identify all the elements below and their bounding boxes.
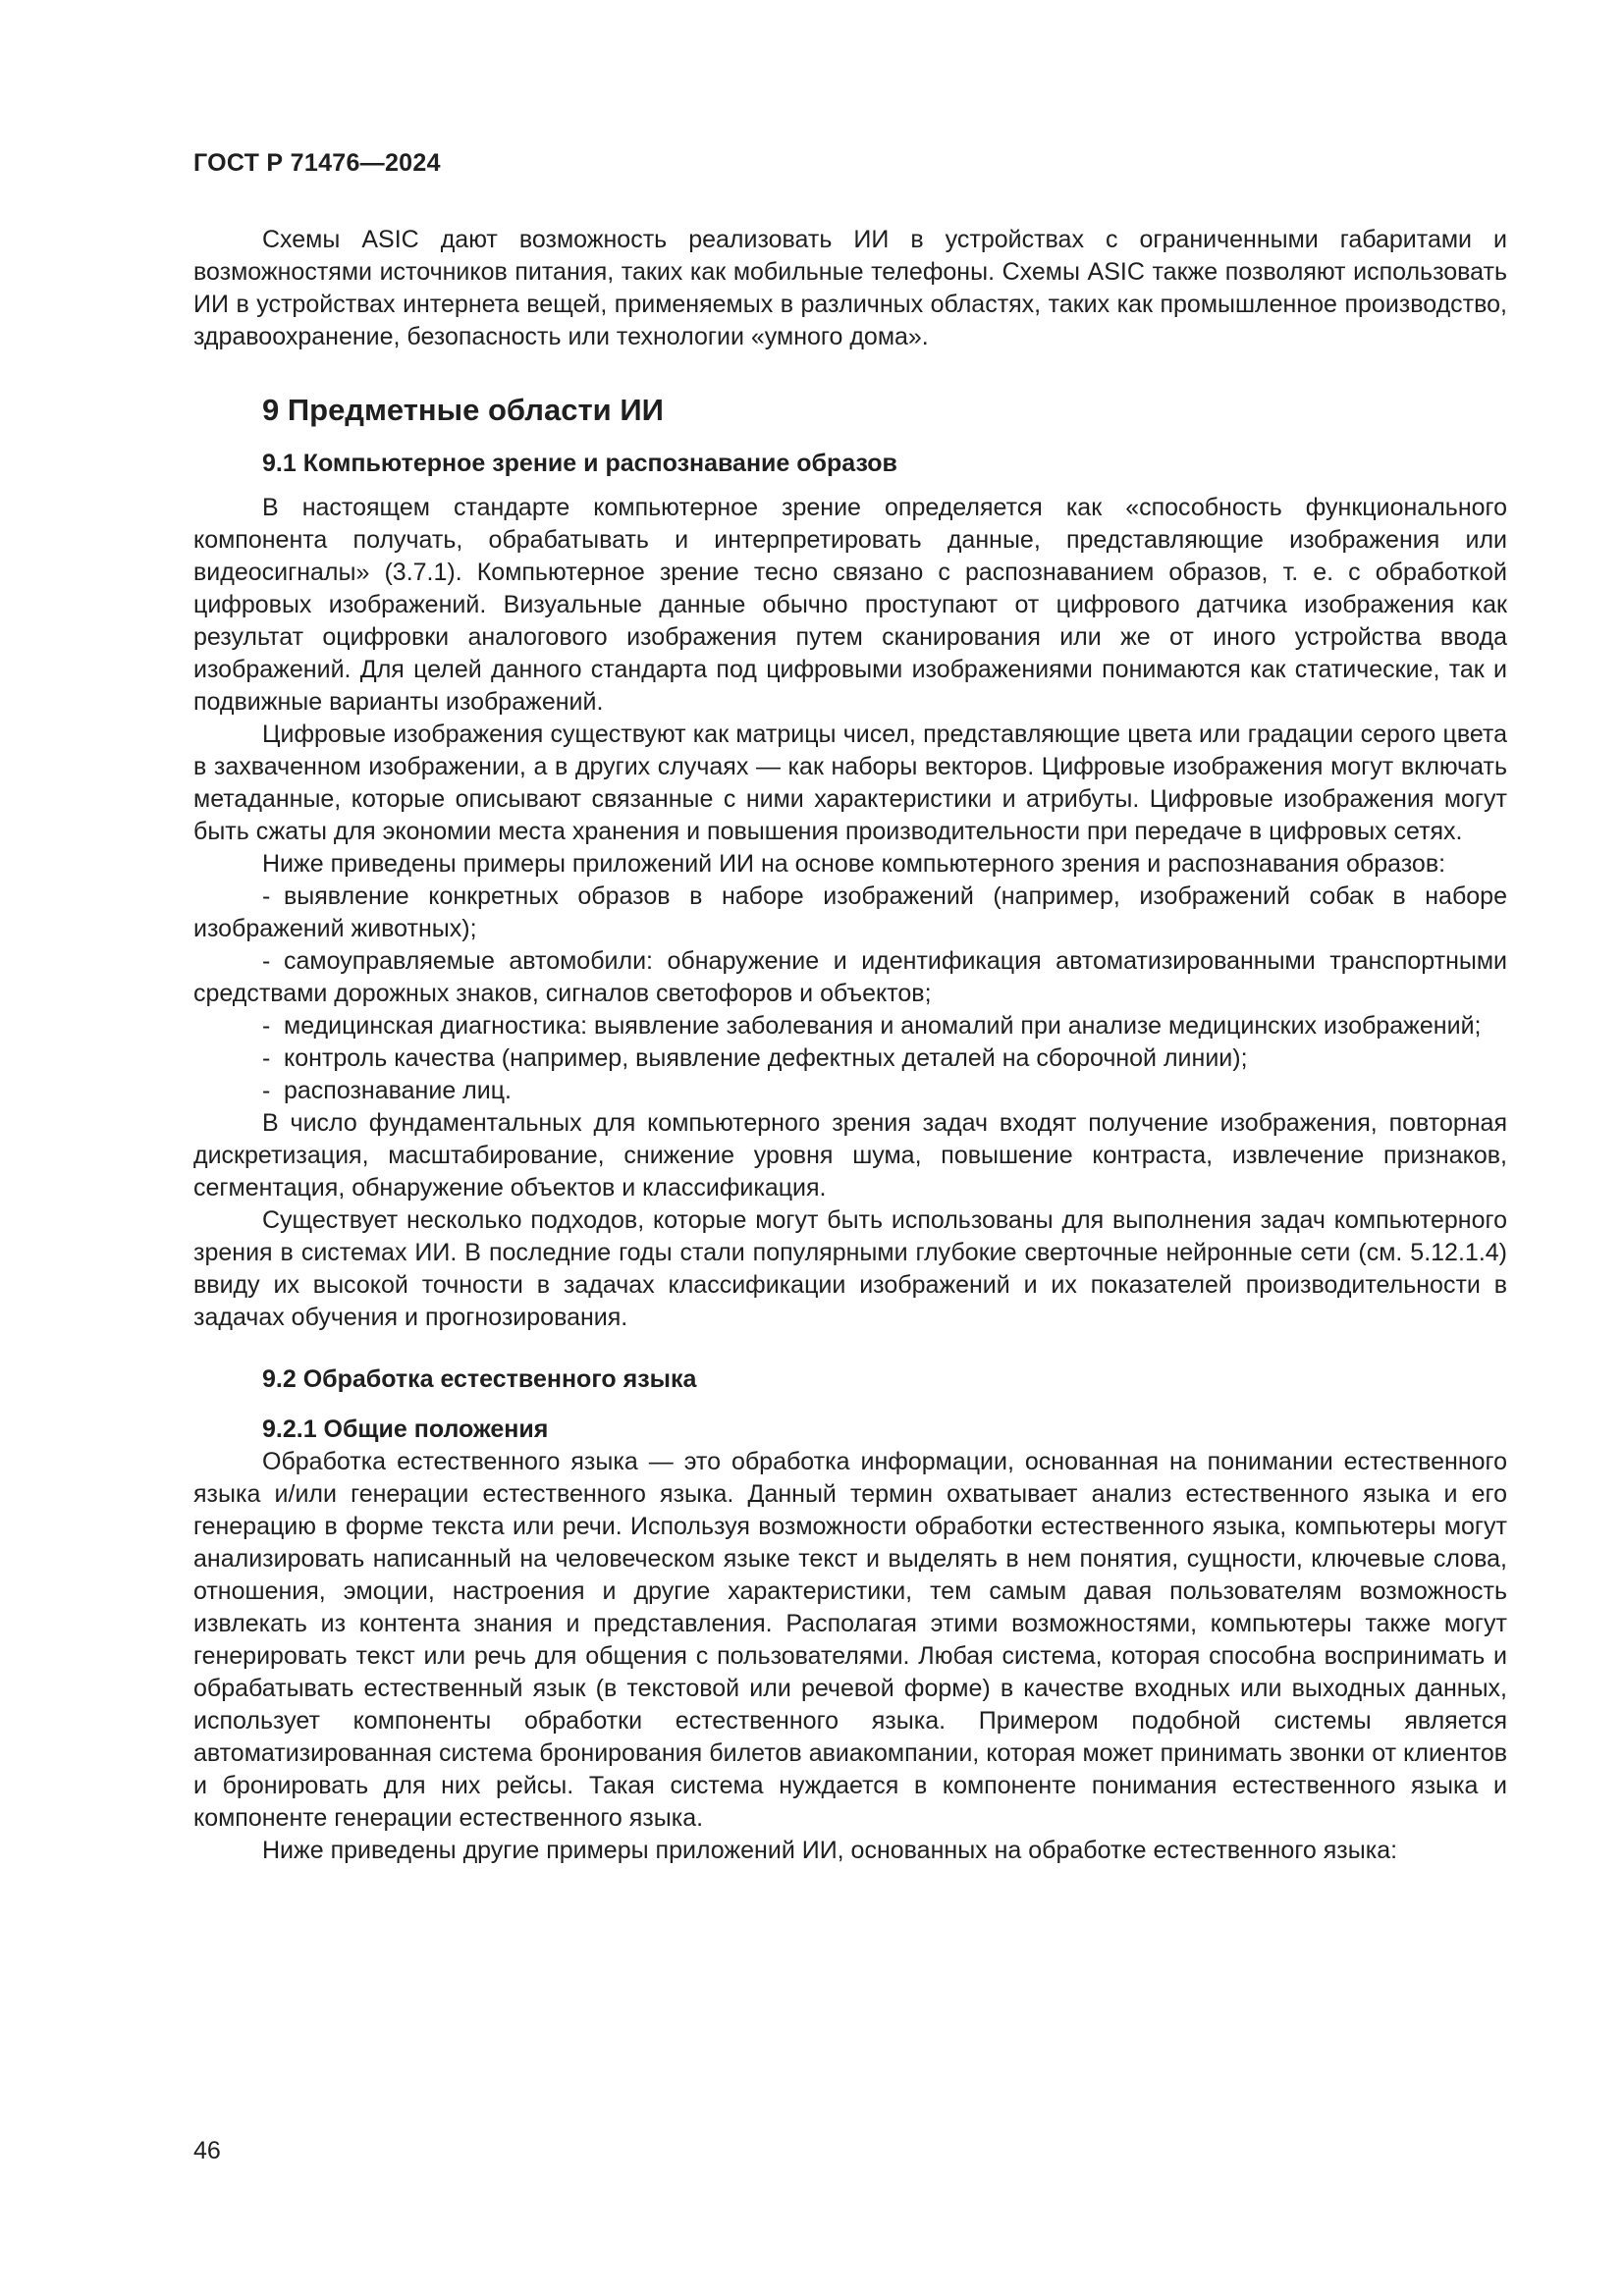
examples-list-9-1 — [193, 881, 1507, 1107]
list-dash: - — [262, 947, 271, 975]
intro-paragraph: Схемы ASIC дают возможность реализовать ИИ в устройствах с ограниченными габаритами и возможностями источников питания, таких как мобильные телефоны. Схемы ASIC также позволяют использовать ИИ в устройствах интернета вещей, применяемых в различных областях, таких как промышленное производство, здравоохранение, безопасность или технологии «умного дома». — [193, 226, 1507, 350]
list-dash: - — [262, 882, 271, 910]
page-number: 46 — [193, 2137, 221, 2164]
paragraph-9-1-digital-images: Цифровые изображения существуют как матрицы чисел, представляющие цвета или градации серого цвета в захваченном изображении, а в других случаях — как наборы векторов. Цифровые изображения могут включать метаданные, которые описывают связанные с ними характеристики и атрибуты. Цифровые изображения могут быть сжаты для экономии места хранения и повышения производительности при передаче в цифровых сетях. — [193, 721, 1507, 845]
list-item — [193, 945, 1507, 1010]
paragraph-9-1-computer-vision-definition: В настоящем стандарте компьютерное зрение определяется как «способность функционального компонента получать, обрабатывать и интерпретировать данные, представляющие изображения или видеосигналы» (3.7.1). Компьютерное зрение тесно связано с распознаванием образов, т. е. с обработкой цифровых изображений. Визуальные данные обычно проступают от цифрового датчика изображения как результат оцифровки аналогового изображения путем сканирования или же от иного устройства ввода изображений. Для целей данного стандарта под цифровыми изображениями понимаются как статические, так и подвижные варианты изображений. — [193, 494, 1507, 716]
list-item-text: контроль качества (например, выявление дефектных деталей на сборочной линии); — [284, 1044, 1248, 1072]
list-dash: - — [262, 1077, 271, 1104]
list-dash: - — [262, 1012, 271, 1040]
paragraph-9-1-approaches: Существует несколько подходов, которые могут быть использованы для выполнения задач компьютерного зрения в системах ИИ. В последние годы стали популярными глубокие сверточные нейронные сети (см. 5.12.1.4) ввиду их высокой точности в задачах классификации изображений и их показателей производительности в задачах обучения и прогнозирования. — [193, 1206, 1507, 1331]
subsection-9-2-title: 9.2 Обработка естественного языка — [262, 1365, 697, 1393]
paragraph-9-2-1-examples-intro: Ниже приведены другие примеры приложений ИИ, основанных на обработке естественного языка: — [262, 1837, 1398, 1864]
document-body — [193, 224, 1507, 1867]
subsection-9-2-1-title: 9.2.1 Общие положения — [262, 1415, 549, 1443]
section-9-title: 9 Предметные области ИИ — [262, 393, 664, 427]
list-item-text: самоуправляемые автомобили: обнаружение и идентификация автоматизированными транспортными средствами дорожных знаков, сигналов светофоров и объектов; — [193, 947, 1507, 1007]
list-item — [193, 1075, 1507, 1107]
list-item-text: распознавание лиц. — [284, 1077, 512, 1104]
subsection-9-1-title: 9.1 Компьютерное зрение и распознавание образов — [262, 450, 897, 477]
paragraph-9-2-1-nlp-definition: Обработка естественного языка — это обработка информации, основанная на понимании естественного языка и/или генерации естественного языка. Данный термин охватывает анализ естественного языка и его генерацию в форме текста или речи. Используя возможности обработки естественного языка, компьютеры могут анализировать написанный на человеческом языке текст и выделять в нем понятия, сущности, ключевые слова, отношения, эмоции, настроения и другие характеристики, тем самым давая пользователям возможность извлекать из контента знания и представления. Располагая этими возможностями, компьютеры также могут генерировать текст или речь для общения с пользователями. Любая система, которая способна воспринимать и обрабатывать естественный язык (в текстовой или речевой форме) в качестве входных или выходных данных, использует компоненты обработки естественного языка. Примером подобной системы является автоматизированная система бронирования билетов авиакомпании, которая может принимать звонки от клиентов и бронировать для них рейсы. Такая система нуждается в компоненте понимания естественного языка и компоненте генерации естественного языка. — [193, 1448, 1507, 1832]
paragraph-9-1-examples-intro: Ниже приведены примеры приложений ИИ на основе компьютерного зрения и распознавания образов: — [262, 850, 1446, 878]
list-item — [193, 1010, 1507, 1042]
list-item-text: медицинская диагностика: выявление заболевания и аномалий при анализе медицинских изображений; — [284, 1012, 1482, 1040]
page-header-standard-code: ГОСТ Р 71476—2024 — [193, 149, 441, 177]
list-item — [193, 881, 1507, 945]
list-item — [193, 1042, 1507, 1075]
paragraph-9-1-fundamental-tasks: В число фундаментальных для компьютерного зрения задач входят получение изображения, повторная дискретизация, масштабирование, снижение уровня шума, повышение контраста, извлечение признаков, сегментация, обнаружение объектов и классификация. — [193, 1109, 1507, 1201]
list-dash: - — [262, 1044, 271, 1072]
list-item-text: выявление конкретных образов в наборе изображений (например, изображений собак в наборе изображений животных); — [193, 882, 1507, 942]
